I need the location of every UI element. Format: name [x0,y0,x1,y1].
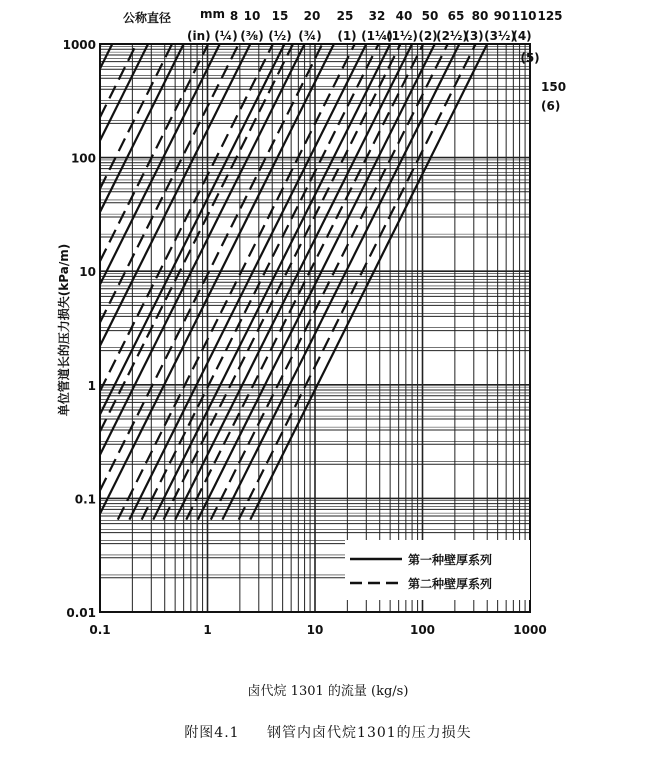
nominal-in-label: (½) [268,29,292,43]
curve-dashed-15mm [100,44,172,189]
in-unit-label: (in) [187,29,211,43]
nominal-in-label: (2) [418,29,438,43]
nominal-in-label: (1¼) [361,29,393,43]
y-tick-label: 1 [87,378,96,393]
y-tick-label: 0.1 [74,492,96,507]
figure-number: 附图4.1 [184,725,240,741]
y-tick-label: 100 [70,151,96,166]
mm-unit-label: mm [200,7,226,21]
nominal-mm-label: 20 [303,9,321,23]
nominal-in-label: (5) [520,51,540,65]
legend-solid-label: 第一种壁厚系列 [408,553,493,567]
figure-caption [0,722,656,742]
x-tick-label: 10 [306,623,324,637]
extra-size-mm: 150 [541,80,567,94]
nominal-mm-label: 25 [336,9,354,23]
nominal-in-label: (¼) [214,29,238,43]
nominal-diameter-header [123,7,566,113]
y-tick-label: 0.01 [66,606,96,620]
nominal-mm-label: 15 [271,9,289,23]
extra-size-in: (6) [541,99,561,113]
y-tick-label: 10 [79,265,96,280]
nominal-in-label: (1½) [386,29,418,43]
x-tick-label: 1 [203,623,212,637]
curve-dashed-40mm [100,44,293,431]
grid-lines [100,44,530,612]
nominal-mm-label: 65 [447,9,465,23]
nominal-mm-label: 80 [471,9,489,23]
nominal-mm-label: 10 [243,9,261,23]
nominal-in-label: (1) [337,29,357,43]
nominal-in-label: (⅜) [240,29,264,43]
nominal-in-label: (3½) [484,29,516,43]
x-axis-label: 卤代烷 1301 的流量 (kg/s) [247,684,409,699]
y-axis-label: 单位管道长的压力损失(kPa/m) [57,243,71,417]
nominal-mm-label: 50 [421,9,439,23]
x-tick-label: 100 [409,623,436,637]
x-tick-label: 0.1 [89,623,111,637]
figure-title: 钢管内卤代烷1301的压力损失 [267,725,472,741]
nominal-in-label: (3) [464,29,484,43]
x-tick-label: 1000 [513,623,547,637]
nominal-in-label: (¾) [298,29,322,43]
nominal-in-label: (4) [512,29,532,43]
nominal-diameter-label: 公称直径 [123,11,172,25]
legend-dashed-label: 第二种壁厚系列 [408,577,493,591]
nominal-mm-label: 32 [368,9,386,23]
nominal-mm-label: 8 [229,9,239,23]
nominal-mm-label: 110 [511,9,537,23]
legend-box [345,540,530,600]
y-tick-label: 1000 [62,38,96,52]
nominal-mm-label: 90 [493,9,511,23]
nominal-in-label: (2½) [436,29,468,43]
nominal-mm-label: 125 [537,9,563,23]
legend [345,540,530,600]
curve-solid-8mm [100,44,112,69]
nominal-mm-label: 40 [395,9,413,23]
